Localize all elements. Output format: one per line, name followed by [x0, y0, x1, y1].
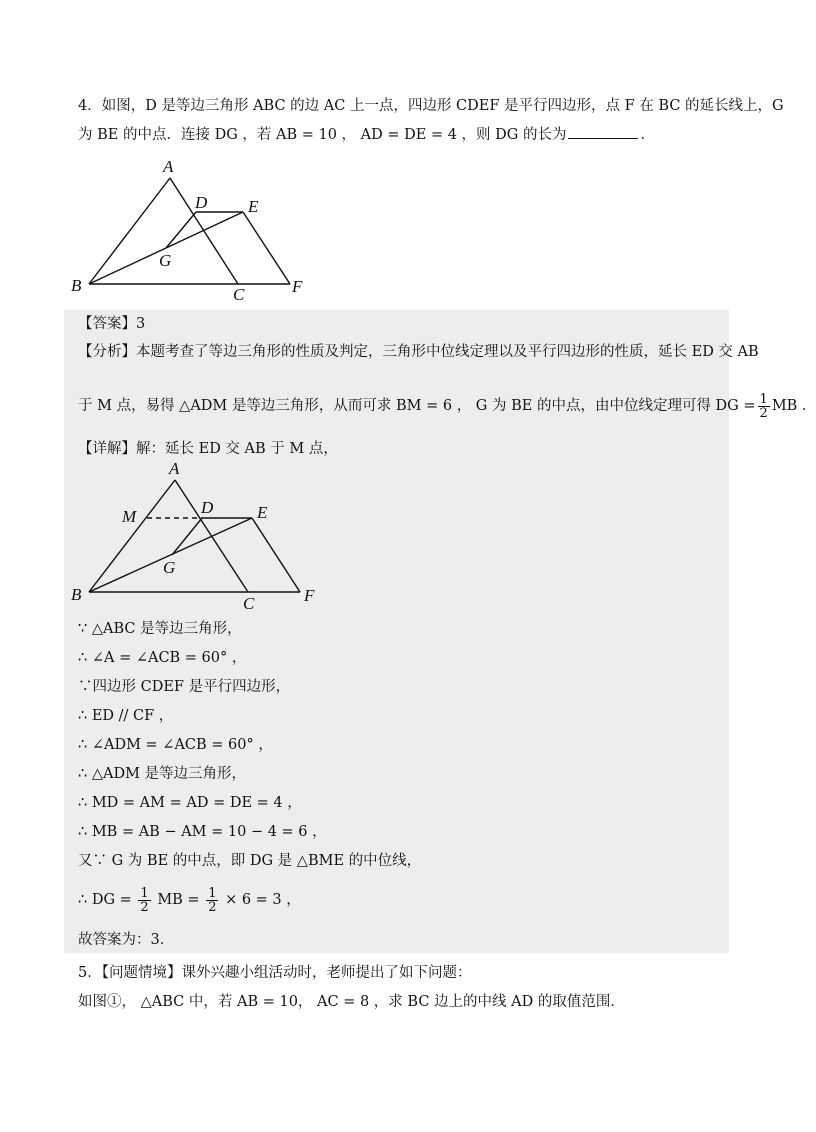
segment-dg: [172, 518, 202, 555]
fig1-label-d: D: [195, 193, 208, 212]
q4-line-1: 4．如图，D 是等边三角形 ABC 的边 AC 上一点，四边形 CDEF 是平行四边形，点 F 在 BC 的延长线上，G: [78, 98, 784, 114]
final-fraction-1: [138, 887, 150, 914]
fig2-label-b: B: [71, 585, 82, 604]
analysis-line-2-end: MB ．: [771, 398, 816, 414]
fig2-label-g: G: [163, 558, 176, 577]
fig2-label-m: M: [122, 507, 137, 526]
fig1-label-e: E: [248, 197, 259, 216]
proof-step-2: ∴ ∠A = ∠ACB = 60° ，: [78, 650, 247, 666]
detail-intro: 【详解】解：延长 ED 交 AB 于 M 点，: [78, 441, 338, 457]
fig1-label-c: C: [233, 285, 245, 304]
analysis-line-2: [78, 390, 816, 422]
segment-ef: [252, 518, 300, 592]
fraction-denominator: 2: [759, 405, 768, 421]
proof-step-5: ∴ ∠ADM = ∠ACB = 60° ，: [78, 737, 273, 753]
segment-ba: [89, 178, 170, 284]
fig1-label-b: B: [71, 276, 82, 295]
fig1-label-g: G: [159, 251, 172, 270]
proof-step-4: ∴ ED // CF ，: [78, 708, 174, 724]
final-part-b: MB =: [157, 892, 200, 908]
fig2-label-c: C: [243, 594, 255, 613]
fraction-half: [758, 393, 770, 420]
fig2-label-e: E: [257, 503, 268, 522]
analysis-line-2-text: 于 M 点，易得 △ADM 是等边三角形，从而可求 BM = 6 ， G 为 BE 的中点，由中位线定理可得 DG =: [78, 398, 756, 414]
proof-step-9: 又∵ G 为 BE 的中点，即 DG 是 △BME 的中位线，: [78, 853, 422, 869]
final-fraction-2: [206, 887, 218, 914]
fig2-label-d: D: [201, 498, 214, 517]
q5-line-2: 如图①， △ABC 中，若 AB = 10， AC = 8 ，求 BC 边上的中线 AD 的取值范围．: [78, 994, 625, 1010]
proof-step-6: ∴ △ADM 是等边三角形，: [78, 766, 247, 782]
answer-blank: [568, 124, 638, 139]
q5-line-1: 5．【问题情境】课外兴趣小组活动时，老师提出了如下问题：: [78, 965, 472, 981]
segment-dg: [166, 212, 196, 248]
solution-figure: [60, 455, 340, 615]
fig1-label-a: A: [163, 157, 174, 176]
analysis-line-1: 【分析】本题考查了等边三角形的性质及判定，三角形中位线定理以及平行四边形的性质，延长 ED 交 AB: [78, 344, 759, 360]
proof-step-7: ∴ MD = AM = AD = DE = 4 ，: [78, 795, 302, 811]
q4-line-2-end: ．: [640, 127, 655, 143]
fig2-label-f: F: [304, 586, 315, 605]
segment-be: [89, 518, 252, 592]
final-part-a: ∴ DG =: [78, 892, 132, 908]
q4-line-2-text: 为 BE 的中点．连接 DG ，若 AB = 10 ， AD = DE = 4 ，则 DG 的长为: [78, 127, 567, 143]
final-part-c: × 6 = 3 ，: [225, 892, 301, 908]
fig1-label-f: F: [292, 277, 303, 296]
fraction-numerator: 1: [759, 391, 768, 407]
q4-figure: [60, 155, 340, 305]
proof-final: [78, 884, 301, 916]
proof-step-1: ∵ △ABC 是等边三角形，: [78, 621, 242, 637]
proof-step-3: ∵四边形 CDEF 是平行四边形，: [78, 679, 291, 695]
conclusion: 故答案为：3．: [78, 932, 175, 948]
answer-label: 【答案】3: [78, 316, 146, 332]
final-fraction-1-num: 1: [140, 885, 149, 901]
fig2-label-a: A: [169, 459, 180, 478]
proof-step-8: ∴ MB = AB − AM = 10 − 4 = 6 ，: [78, 824, 327, 840]
final-fraction-1-den: 2: [140, 899, 149, 915]
segment-ef: [243, 212, 290, 284]
final-fraction-2-den: 2: [208, 899, 217, 915]
final-fraction-2-num: 1: [208, 885, 217, 901]
q4-line-2: [78, 124, 655, 145]
